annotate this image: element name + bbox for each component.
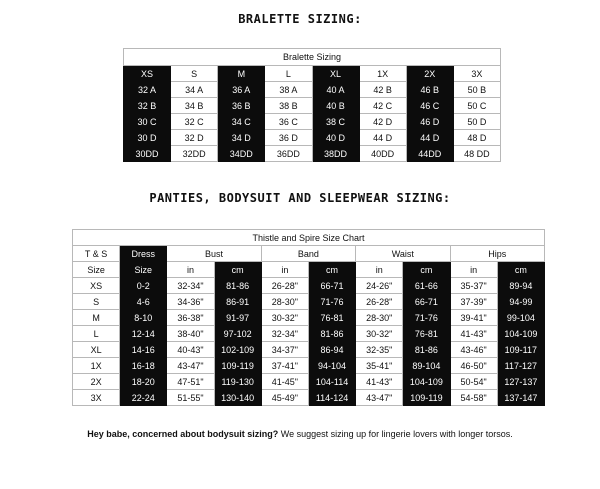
table-cell: 48 DD: [453, 146, 500, 162]
note-text: We suggest sizing up for lingerie lovers with longer torsos.: [278, 429, 513, 439]
table-row: [73, 278, 545, 294]
table-cell: 104-109: [497, 326, 544, 342]
table-cell: 30 D: [124, 130, 171, 146]
table-cell: 66-71: [403, 294, 450, 310]
size-header: L: [265, 66, 312, 82]
table-cell: 41-45": [261, 374, 308, 390]
table-cell: 46 B: [406, 82, 453, 98]
table-cell: 40-43": [167, 342, 214, 358]
table-cell: 35-37": [450, 278, 497, 294]
table-cell: 34-37": [261, 342, 308, 358]
table-cell: 127-137: [497, 374, 544, 390]
table-cell: 42 C: [359, 98, 406, 114]
table-row: [73, 310, 545, 326]
table-cell: 40 A: [312, 82, 359, 98]
table-row: [124, 130, 501, 146]
table-cell: 61-66: [403, 278, 450, 294]
table-cell: 51-55": [167, 390, 214, 406]
table-cell: 24-26": [356, 278, 403, 294]
table-cell: 46-50": [450, 358, 497, 374]
table-cell: 48 D: [453, 130, 500, 146]
table-cell: 109-119: [403, 390, 450, 406]
dress-size-header: Dress: [120, 246, 167, 262]
table-cell: 28-30": [356, 310, 403, 326]
table-cell: 45-49": [261, 390, 308, 406]
table-cell: 50 B: [453, 82, 500, 98]
table-cell: 36 B: [218, 98, 265, 114]
table-cell: 50 D: [453, 114, 500, 130]
table-row: [124, 98, 501, 114]
table-cell: 38 C: [312, 114, 359, 130]
table-cell: 8-10: [120, 310, 167, 326]
table-cell: 32 A: [124, 82, 171, 98]
dress-size-header: Size: [120, 262, 167, 278]
bodysuit-note: [0, 429, 600, 439]
note-bold-text: Hey babe, concerned about bodysuit sizing?: [87, 429, 279, 439]
table-cell: 26-28": [261, 278, 308, 294]
table-cell: 36 C: [265, 114, 312, 130]
table-row: [73, 326, 545, 342]
bralette-heading: BRALETTE SIZING:: [238, 12, 362, 26]
table-cell: 32 B: [124, 98, 171, 114]
unit-header: cm: [214, 262, 261, 278]
table-cell: 3X: [73, 390, 120, 406]
unit-header-row: [73, 262, 545, 278]
table-cell: 42 B: [359, 82, 406, 98]
table-cell: 37-41": [261, 358, 308, 374]
table-cell: 41-43": [450, 326, 497, 342]
table-cell: 94-104: [308, 358, 355, 374]
header-row: [124, 66, 501, 82]
table-cell: 102-109: [214, 342, 261, 358]
size-header: XS: [124, 66, 171, 82]
table-cell: 34-36": [167, 294, 214, 310]
table-cell: 137-147: [497, 390, 544, 406]
table-cell: 99-104: [497, 310, 544, 326]
table-cell: 30 C: [124, 114, 171, 130]
group-header: Bust: [167, 246, 261, 262]
table-cell: 30-32": [261, 310, 308, 326]
unit-header: in: [450, 262, 497, 278]
table-cell: 26-28": [356, 294, 403, 310]
table-cell: 50-54": [450, 374, 497, 390]
panties-size-table: [72, 229, 545, 406]
table-cell: 32 C: [171, 114, 218, 130]
table-cell: 4-6: [120, 294, 167, 310]
table-cell: 46 C: [406, 98, 453, 114]
table-cell: 2X: [73, 374, 120, 390]
table-cell: 40DD: [359, 146, 406, 162]
table-cell: 109-117: [497, 342, 544, 358]
table-cell: 117-127: [497, 358, 544, 374]
table-title-row: [73, 230, 545, 246]
table-cell: 34 B: [171, 98, 218, 114]
table-cell: 76-81: [403, 326, 450, 342]
table-cell: 66-71: [308, 278, 355, 294]
table-cell: 12-14: [120, 326, 167, 342]
table-cell: 16-18: [120, 358, 167, 374]
table-cell: 104-109: [403, 374, 450, 390]
table-cell: 28-30": [261, 294, 308, 310]
table-cell: 104-114: [308, 374, 355, 390]
table-cell: 14-16: [120, 342, 167, 358]
table-cell: 114-124: [308, 390, 355, 406]
unit-header: cm: [403, 262, 450, 278]
table-cell: 30-32": [356, 326, 403, 342]
table-cell: 89-94: [497, 278, 544, 294]
table-row: [73, 374, 545, 390]
table-row: [124, 114, 501, 130]
unit-header: in: [261, 262, 308, 278]
table-title-row: [124, 49, 501, 66]
table-title: Thistle and Spire Size Chart: [73, 230, 545, 246]
table-cell: 32-35": [356, 342, 403, 358]
table-cell: 94-99: [497, 294, 544, 310]
size-header: 3X: [453, 66, 500, 82]
table-row: [124, 82, 501, 98]
table-cell: 43-46": [450, 342, 497, 358]
table-cell: 1X: [73, 358, 120, 374]
group-header: Waist: [356, 246, 450, 262]
table-row: [73, 342, 545, 358]
table-cell: 34DD: [218, 146, 265, 162]
table-cell: 91-97: [214, 310, 261, 326]
table-cell: 71-76: [308, 294, 355, 310]
table-cell: 54-58": [450, 390, 497, 406]
table-cell: 44 D: [359, 130, 406, 146]
ts-size-header: Size: [73, 262, 120, 278]
table-cell: 50 C: [453, 98, 500, 114]
table-cell: 40 B: [312, 98, 359, 114]
group-header: Hips: [450, 246, 545, 262]
table-cell: 43-47": [167, 358, 214, 374]
table-cell: 38-40": [167, 326, 214, 342]
table-title: Bralette Sizing: [124, 49, 501, 66]
table-cell: 22-24: [120, 390, 167, 406]
table-cell: 44DD: [406, 146, 453, 162]
table-cell: 81-86: [403, 342, 450, 358]
table-cell: 36DD: [265, 146, 312, 162]
table-cell: 34 D: [218, 130, 265, 146]
table-cell: 130-140: [214, 390, 261, 406]
group-header-row: [73, 246, 545, 262]
table-cell: 36 D: [265, 130, 312, 146]
table-cell: 86-94: [308, 342, 355, 358]
panties-heading: PANTIES, BODYSUIT AND SLEEPWEAR SIZING:: [149, 191, 451, 205]
group-header: Band: [261, 246, 355, 262]
table-row: [124, 146, 501, 162]
table-cell: 38DD: [312, 146, 359, 162]
unit-header: cm: [308, 262, 355, 278]
bralette-size-table: [123, 48, 501, 162]
table-cell: L: [73, 326, 120, 342]
table-cell: 36-38": [167, 310, 214, 326]
table-row: [73, 294, 545, 310]
table-cell: 46 D: [406, 114, 453, 130]
unit-header: in: [167, 262, 214, 278]
ts-size-header: T & S: [73, 246, 120, 262]
table-cell: 38 B: [265, 98, 312, 114]
table-cell: XL: [73, 342, 120, 358]
table-cell: 30DD: [124, 146, 171, 162]
table-cell: 97-102: [214, 326, 261, 342]
table-cell: 42 D: [359, 114, 406, 130]
table-cell: 32-34": [167, 278, 214, 294]
table-row: [73, 390, 545, 406]
table-cell: 71-76: [403, 310, 450, 326]
table-cell: 41-43": [356, 374, 403, 390]
table-cell: 38 A: [265, 82, 312, 98]
table-cell: 43-47": [356, 390, 403, 406]
table-cell: 81-86: [308, 326, 355, 342]
size-header: XL: [312, 66, 359, 82]
table-cell: 18-20: [120, 374, 167, 390]
table-cell: M: [73, 310, 120, 326]
table-cell: 39-41": [450, 310, 497, 326]
table-cell: S: [73, 294, 120, 310]
unit-header: in: [356, 262, 403, 278]
size-header: S: [171, 66, 218, 82]
table-cell: 32-34": [261, 326, 308, 342]
table-cell: 32 D: [171, 130, 218, 146]
table-cell: 81-86: [214, 278, 261, 294]
table-cell: XS: [73, 278, 120, 294]
table-cell: 44 D: [406, 130, 453, 146]
table-cell: 40 D: [312, 130, 359, 146]
size-header: M: [218, 66, 265, 82]
table-cell: 76-81: [308, 310, 355, 326]
size-header: 1X: [359, 66, 406, 82]
table-cell: 34 A: [171, 82, 218, 98]
table-cell: 119-130: [214, 374, 261, 390]
table-cell: 34 C: [218, 114, 265, 130]
table-cell: 32DD: [171, 146, 218, 162]
table-cell: 89-104: [403, 358, 450, 374]
table-cell: 86-91: [214, 294, 261, 310]
size-header: 2X: [406, 66, 453, 82]
table-row: [73, 358, 545, 374]
table-cell: 37-39": [450, 294, 497, 310]
table-cell: 35-41": [356, 358, 403, 374]
table-cell: 47-51": [167, 374, 214, 390]
table-cell: 109-119: [214, 358, 261, 374]
table-cell: 0-2: [120, 278, 167, 294]
unit-header: cm: [497, 262, 544, 278]
table-cell: 36 A: [218, 82, 265, 98]
